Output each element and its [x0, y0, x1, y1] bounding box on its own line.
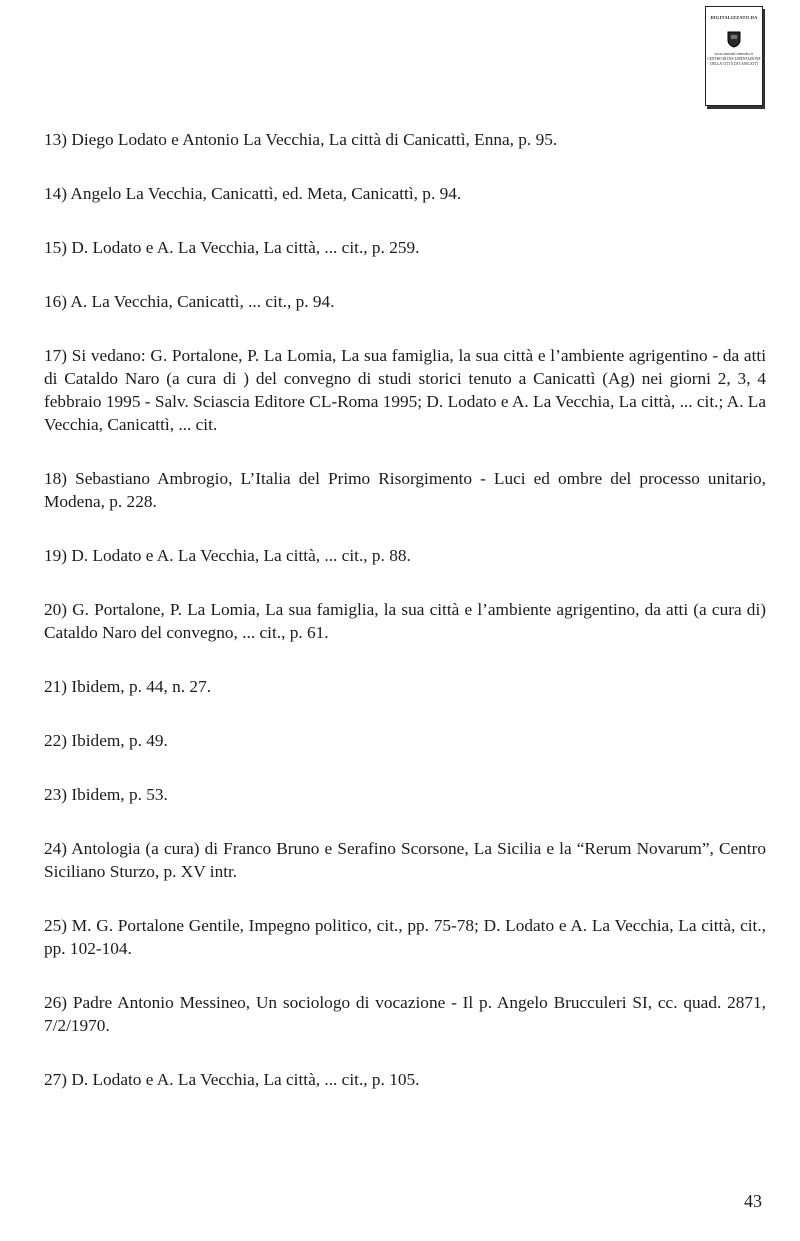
coat-of-arms-icon [727, 31, 741, 48]
stamp-line-1: CENTRO DI DOCUMENTAZIONE [707, 57, 761, 61]
digitization-stamp [705, 6, 763, 106]
footnote-27: 27) D. Lodato e A. La Vecchia, La città, ... cit., p. 105. [44, 1070, 420, 1089]
footnote-15: 15) D. Lodato e A. La Vecchia, La città, ... cit., p. 259. [44, 238, 420, 257]
footnote-19: 19) D. Lodato e A. La Vecchia, La città, ... cit., p. 88. [44, 546, 411, 565]
footnote-25: 25) M. G. Portalone Gentile, Impegno politico, cit., pp. 75-78; D. Lodato e A. La Vecchia, La città, cit., pp. 102-104. [44, 916, 766, 958]
footnote-16: 16) A. La Vecchia, Canicattì, ... cit., p. 94. [44, 292, 335, 311]
footnote-17: 17) Si vedano: G. Portalone, P. La Lomia, La sua famiglia, la sua città e l’ambiente agrigentino - da atti di Cataldo Naro (a cura di ) del convegno di studi storici tenuto a Canicattì (Ag) nei giorni 2, 3, 4 febbraio 1995 - Salv. Sciascia Editore CL-Roma 1995; D. Lodato e A. La Vecchia, La città, ... cit.; A. La Vecchia, Canicattì, ... cit. [44, 346, 766, 434]
stamp-website: www.canicatti-centrodoc.it [714, 52, 754, 56]
footnote-24: 24) Antologia (a cura) di Franco Bruno e Serafino Scorsone, La Sicilia e la “Rerum Novarum”, Centro Siciliano Sturzo, p. XV intr. [44, 839, 766, 881]
footnote-26: 26) Padre Antonio Messineo, Un sociologo di vocazione - Il p. Angelo Brucculeri SI, cc. quad. 2871, 7/2/1970. [44, 993, 766, 1035]
page-number: 43 [744, 1191, 762, 1211]
footnote-14: 14) Angelo La Vecchia, Canicattì, ed. Meta, Canicattì, p. 94. [44, 184, 462, 203]
footnote-23: 23) Ibidem, p. 53. [44, 785, 168, 804]
stamp-header: DIGITALIZZATO DA [710, 15, 758, 20]
stamp-line-2: DELLA CITTÀ DI CANICATTÌ [710, 62, 758, 66]
footnote-21: 21) Ibidem, p. 44, n. 27. [44, 677, 212, 696]
footnote-22: 22) Ibidem, p. 49. [44, 731, 168, 750]
footnote-20: 20) G. Portalone, P. La Lomia, La sua famiglia, la sua città e l’ambiente agrigentino, da atti (a cura di) Cataldo Naro del convegno, ... cit., p. 61. [44, 600, 766, 642]
footnote-18: 18) Sebastiano Ambrogio, L’Italia del Primo Risorgimento - Luci ed ombre del processo unitario, Modena, p. 228. [44, 469, 766, 511]
footnote-13: 13) Diego Lodato e Antonio La Vecchia, La città di Canicattì, Enna, p. 95. [44, 130, 558, 149]
footnotes-list [44, 128, 766, 1122]
